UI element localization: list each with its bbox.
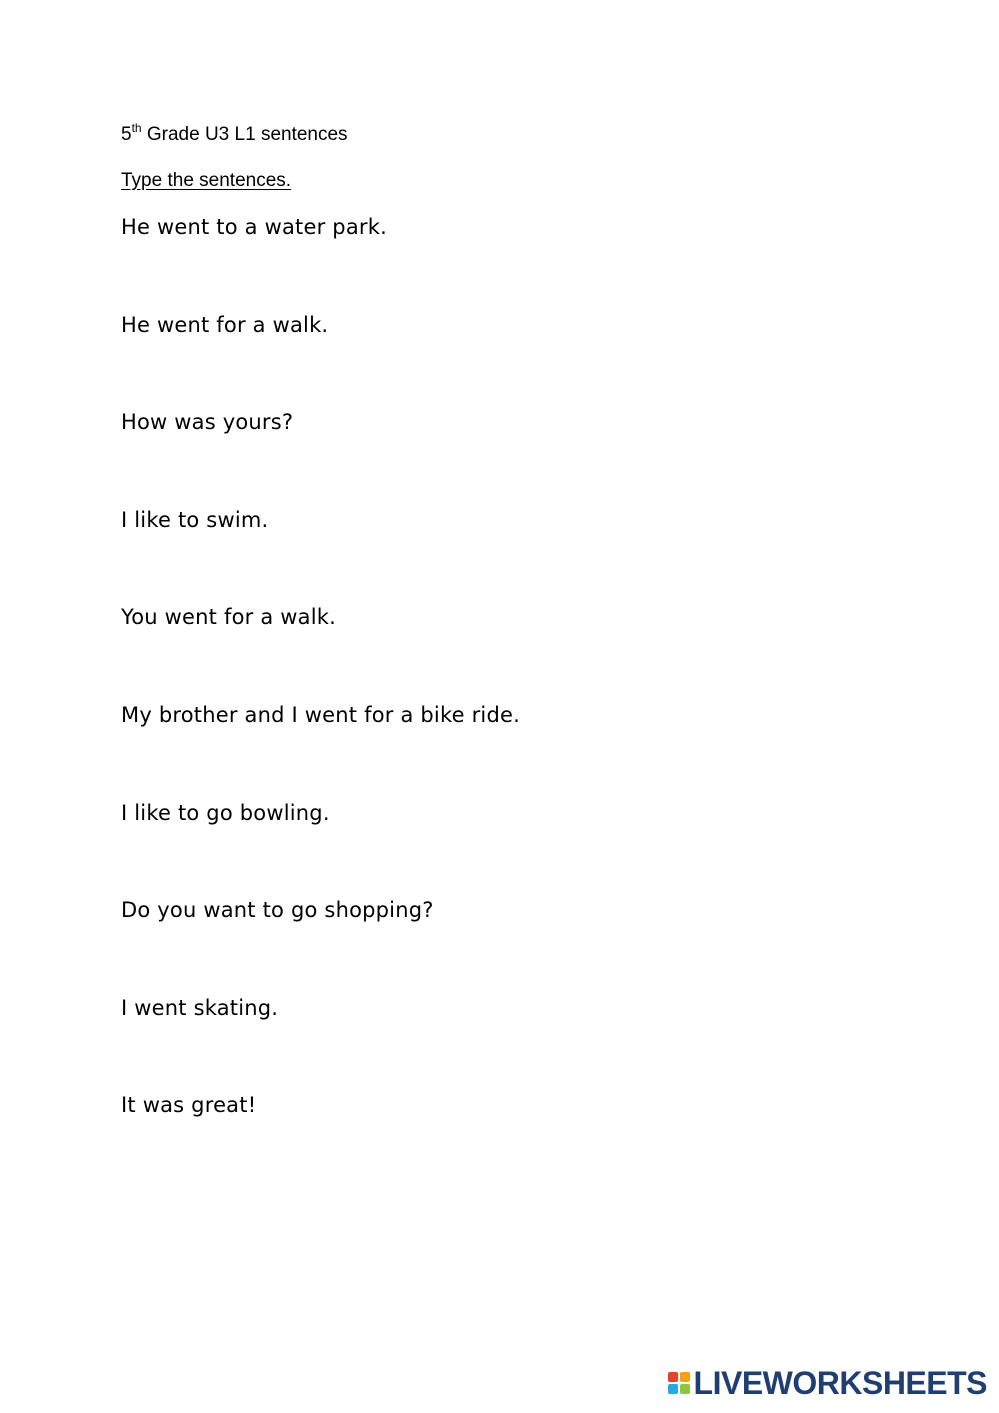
- sentence-4: I like to swim.: [121, 507, 269, 532]
- worksheet-instruction: Type the sentences.: [121, 170, 292, 191]
- sentence-list: [121, 212, 520, 1188]
- heading-grade-number: 5: [121, 124, 132, 145]
- heading-title-text: Grade U3 L1 sentences: [141, 124, 348, 145]
- sentence-6: My brother and I went for a bike ride.: [121, 702, 520, 727]
- logo-square-green: [680, 1384, 690, 1394]
- heading-superscript: th: [131, 120, 142, 135]
- sentence-1: He went to a water park.: [121, 215, 387, 239]
- logo-square-blue: [668, 1384, 678, 1394]
- sentence-7: I like to go bowling.: [121, 800, 330, 825]
- sentence-10: It was great!: [121, 1093, 257, 1118]
- liveworksheets-logo-icon: [668, 1372, 690, 1394]
- worksheet-heading: [121, 122, 348, 148]
- logo-square-red: [668, 1372, 678, 1382]
- sentence-3: How was yours?: [121, 410, 294, 435]
- liveworksheets-logo: [668, 1365, 987, 1401]
- logo-square-orange: [680, 1372, 690, 1382]
- sentence-8: Do you want to go shopping?: [121, 898, 434, 923]
- liveworksheets-logo-text: LIVEWORKSHEETS: [693, 1365, 987, 1401]
- sentence-9: I went skating.: [121, 995, 279, 1020]
- sentence-2: He went for a walk.: [121, 312, 329, 337]
- sentence-5: You went for a walk.: [121, 605, 336, 630]
